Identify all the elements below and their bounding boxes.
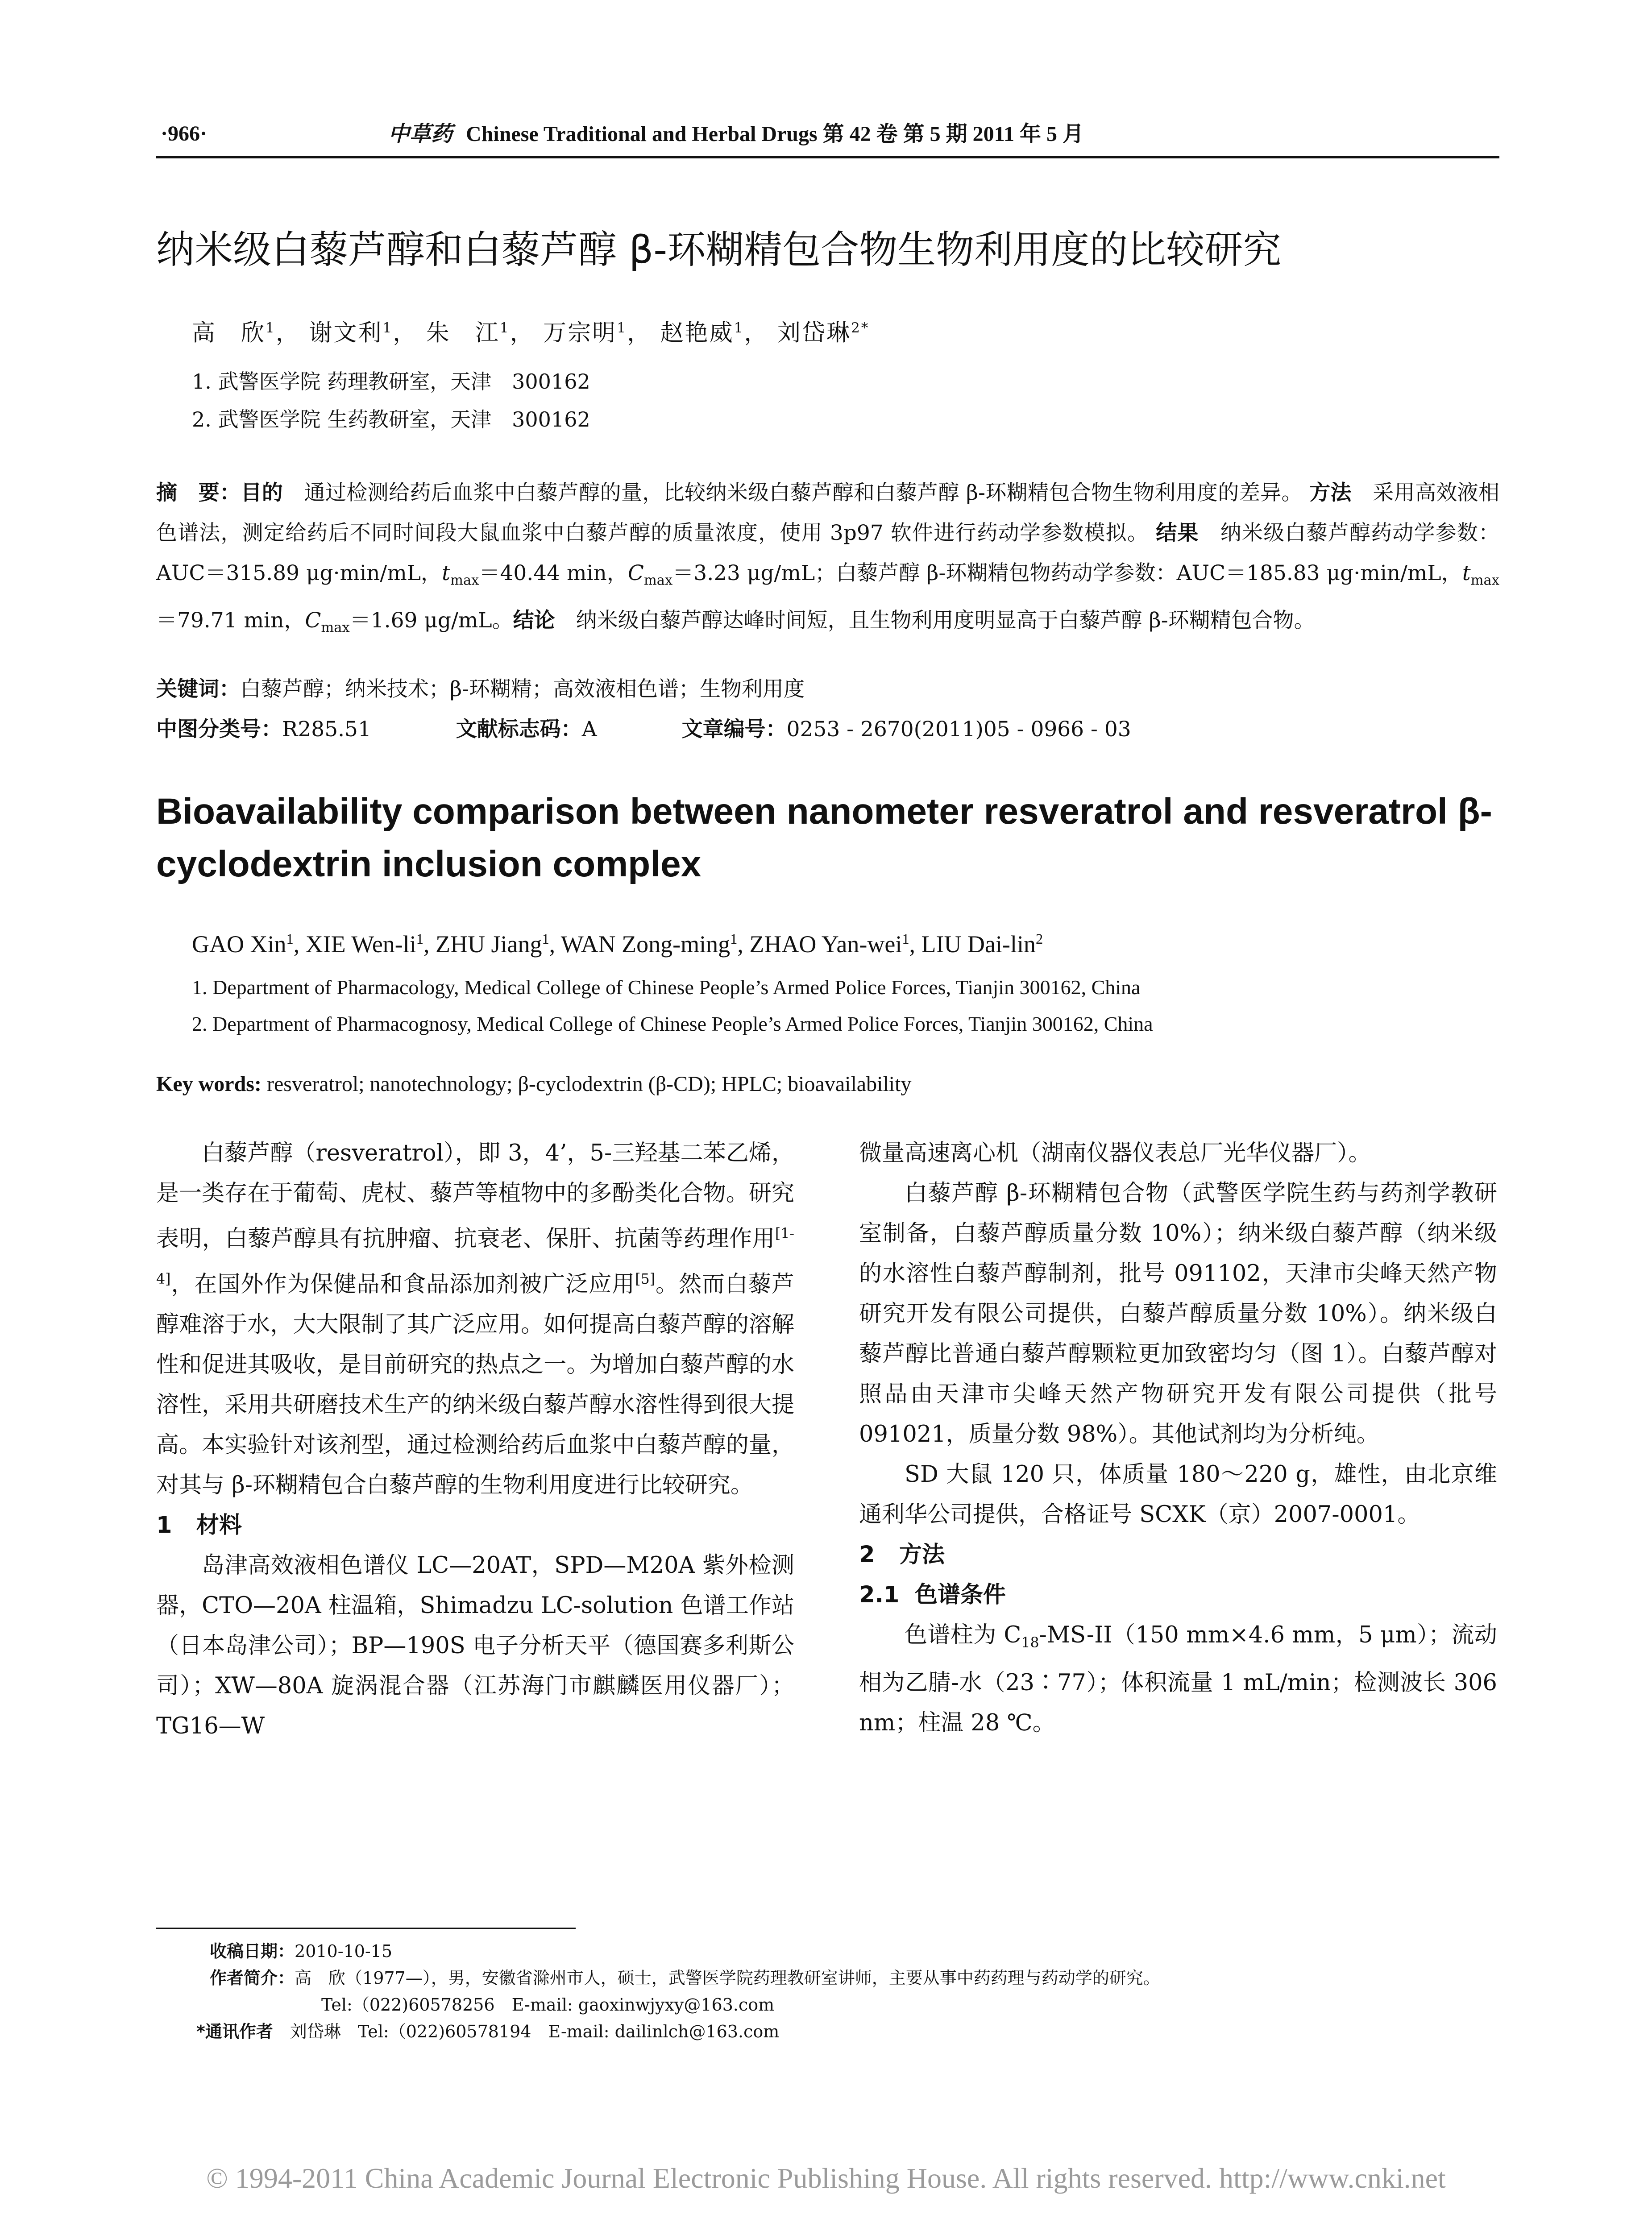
- journal-name-cn: 中草药: [388, 121, 453, 146]
- citation: [1-4]: [156, 1226, 794, 1287]
- affiliation-en-2: 2. Department of Pharmacognosy, Medical College of Chinese People’s Armed Police Forces, Tianjin 300162, China: [192, 1012, 1153, 1035]
- purpose-label: 目的: [241, 481, 283, 505]
- result-text: 纳米级白藜芦醇药动学参数：AUC＝315.89 μg·min/mL，: [156, 521, 1499, 585]
- title-en: Bioavailability comparison between nanometer resveratrol and resveratrol β-cyclodextrin inclusion complex: [156, 791, 1492, 884]
- footnote-received: 收稿日期：2010-10-15: [210, 1941, 393, 1961]
- abstract-label: 摘 要：: [156, 481, 241, 505]
- keywords-en-text: resveratrol; nanotechnology; β-cyclodextrin (β-CD); HPLC; bioavailability: [261, 1072, 912, 1096]
- author-cn: 高 欣: [192, 319, 266, 347]
- author-en: ZHAO Yan-wei: [749, 931, 902, 958]
- keywords-cn: [156, 672, 805, 707]
- author-en: LIU Dai-lin: [921, 931, 1036, 958]
- keywords-cn-label: 关键词：: [156, 677, 240, 701]
- result-label: 结果: [1156, 521, 1199, 545]
- affiliation-cn-1: 1. 武警医学院 药理教研室，天津 300162: [192, 369, 590, 394]
- copyright-notice: © 1994-2011 China Academic Journal Electronic Publishing House. All rights reserved. http://www.cnki.net: [206, 2162, 1446, 2194]
- author-cn: 朱 江: [426, 319, 500, 347]
- author-en: GAO Xin: [192, 931, 286, 958]
- document-code: A: [581, 717, 597, 742]
- conclusion-text: 纳米级白藜芦醇达峰时间短，且生物利用度明显高于白藜芦醇 β-环糊精包合物。: [555, 608, 1315, 633]
- footnote-corresponding: *通讯作者 刘岱琳 Tel:（022)60578194 E-mail: dailinlch@163.com: [196, 2022, 780, 2041]
- method-text: 采用高效液相色谱法，测定给药后不同时间段大鼠血浆中白藜芦醇的质量浓度，使用 3p97 软件进行药动学参数模拟。: [156, 481, 1500, 545]
- body-column-right: [859, 1133, 1497, 1743]
- animals-paragraph: SD 大鼠 120 只，体质量 180～220 g，雄性，由北京维通利华公司提供，合格证号 SCXK（京）2007-0001。: [859, 1461, 1497, 1528]
- section-heading-materials: 1 材料: [156, 1512, 242, 1538]
- keywords-en-label: Key words:: [156, 1072, 261, 1096]
- author-cn: 谢文利: [309, 319, 383, 347]
- header-rule: [156, 156, 1499, 158]
- journal-info: [388, 118, 1084, 150]
- article-number: 0253 - 2670(2011)05 - 0966 - 03: [786, 717, 1131, 742]
- instruments-continued: 微量高速离心机（湖南仪器仪表总厂光华仪器厂）。: [859, 1140, 1371, 1166]
- instruments-paragraph: 岛津高效液相色谱仪 LC—20AT，SPD—M20A 紫外检测器，CTO—20A 柱温箱，Shimadzu LC-solution 色谱工作站（日本岛津公司）；BP—190S 电子分析天平（德国赛多利斯公司）；XW—80A 旋涡混合器（江苏海门市麒麟医用仪器厂）；TG16—W: [156, 1552, 794, 1739]
- subsection-heading-chromatography: 2.1 色谱条件: [859, 1582, 1006, 1608]
- section-heading-methods: 2 方法: [859, 1542, 945, 1568]
- clc-number: R285.51: [282, 717, 371, 742]
- authors-cn: 高 欣$^1$， 谢文利$^1$， 朱 江$^1$， 万宗明$^1$， 赵艳威$^1$， 刘岱琳$^{2*}$: [192, 319, 870, 347]
- intro-paragraph: 白藜芦醇（resveratrol），即 3，4’，5-三羟基二苯乙烯，是一类存在于葡萄、虎杖、藜芦等植物中的多酚类化合物。研究表明，白藜芦醇具有抗肿瘤、抗衰老、保肝、抗菌等药理作用[1-4]，在国外作为保健品和食品添加剂被广泛应用[5]。然而白藜芦醇难溶于水，大大限制了其广泛应用。如何提高白藜芦醇的溶解性和促进其吸收，是目前研究的热点之一。为增加白藜芦醇的水溶性，采用共研磨技术生产的纳米级白藜芦醇水溶性得到很大提高。本实验针对该剂型，通过检测给药后血浆中白藜芦醇的量，对其与 β-环糊精包合白藜芦醇的生物利用度进行比较研究。: [156, 1140, 794, 1498]
- author-en: ZHU Jiang: [436, 931, 542, 958]
- affiliation-cn-2: 2. 武警医学院 生药教研室，天津 300162: [192, 407, 590, 431]
- conclusion-label: 结论: [513, 608, 555, 633]
- authors-en: GAO Xin$^1$, XIE Wen-$li^1$, ZHU Jiang$^1$, WAN Zong-ming$^1$, ZHAO Yan-wei$^1$, LIU Dai-lin$^2$: [192, 931, 1043, 958]
- page-number: ·966·: [161, 122, 208, 145]
- footnote-author-contact: Tel:（022)60578256 E-mail: gaoxinwjyxy@163.com: [321, 1995, 775, 2015]
- purpose-text: 通过检测给药后血浆中白藜芦醇的量，比较纳米级白藜芦醇和白藜芦醇 β-环糊精包合物生物利用度的差异。: [283, 481, 1303, 505]
- footnote-author-bio: 作者简介：高 欣（1977—），男，安徽省滁州市人，硕士，武警医学院药理教研室讲师，主要从事中药药理与药动学的研究。: [210, 1968, 1160, 1988]
- journal-issue: Chinese Traditional and Herbal Drugs 第 42 卷 第 5 期 2011 年 5 月: [466, 122, 1084, 146]
- materials-paragraph: 白藜芦醇 β-环糊精包合物（武警医学院生药与药剂学教研室制备，白藜芦醇质量分数 10%）；纳米级白藜芦醇（纳米级的水溶性白藜芦醇制剂，批号 091102，天津市尖峰天然产物研究开发有限公司提供，白藜芦醇质量分数 10%）。纳米级白藜芦醇比普通白藜芦醇颗粒更加致密均匀（图 1）。白藜芦醇对照品由天津市尖峰天然产物研究开发有限公司提供（批号 091021，质量分数 98%）。其他试剂均为分析纯。: [859, 1180, 1497, 1447]
- author-en: XIE Wen-li: [305, 931, 416, 958]
- affiliation-en-1: 1. Department of Pharmacology, Medical College of Chinese People’s Armed Police Forces, Tianjin 300162, China: [192, 976, 1141, 999]
- citation: [5]: [635, 1271, 656, 1287]
- abstract: 摘 要：目的 通过检测给药后血浆中白藜芦醇的量，比较纳米级白藜芦醇和白藜芦醇 β-环糊精包合物生物利用度的差异。 方法 采用高效液相色谱法，测定给药后不同时间段大鼠血浆中白藜芦醇的质量浓度，使用 3p97 软件进行药动学参数模拟。 结果 纳米级白藜芦醇药动学参数：AUC＝315.89 μg·min/mL，$t_{max}=40.44$ min，$C_{max}=3.23$ μg/mL；白藜芦醇 β-环糊精包物药动学参数：AUC＝185.83 μg·min/mL，$t_{max}=79.71$ min，$C_{max}=1.69$ μg/mL。结论 纳米级白藜芦醇达峰时间短，且生物利用度明显高于白藜芦醇 β-环糊精包合物。: [156, 481, 1500, 636]
- title-cn: 纳米级白藜芦醇和白藜芦醇 β-环糊精包合物生物利用度的比较研究: [156, 228, 1282, 272]
- author-cn: 赵艳威: [660, 319, 734, 347]
- running-header: [161, 118, 1499, 149]
- method-label: 方法: [1309, 481, 1352, 505]
- chromatography-paragraph: 色谱柱为 $C_{18}-MS-II(150$ mm×4.6 mm，5 μm）；流动相为乙腈-水（23∶77）；体积流量 1 mL/min；检测波长 306 nm；柱温 28 ℃。: [859, 1622, 1498, 1737]
- keywords-en: [156, 1069, 911, 1100]
- body-column-left: [156, 1133, 794, 1746]
- classification-line: 中图分类号：R285.51 文献标志码：A 文章编号：0253 - 2670(2011)05 - 0966 - 03: [156, 717, 1131, 742]
- footnote-rule: [156, 1928, 576, 1929]
- author-cn: 刘岱琳: [777, 319, 851, 347]
- author-en: WAN Zong-ming: [560, 931, 731, 958]
- author-cn: 万宗明: [543, 319, 617, 347]
- keywords-cn-text: 白藜芦醇；纳米技术；β-环糊精；高效液相色谱；生物利用度: [240, 677, 805, 701]
